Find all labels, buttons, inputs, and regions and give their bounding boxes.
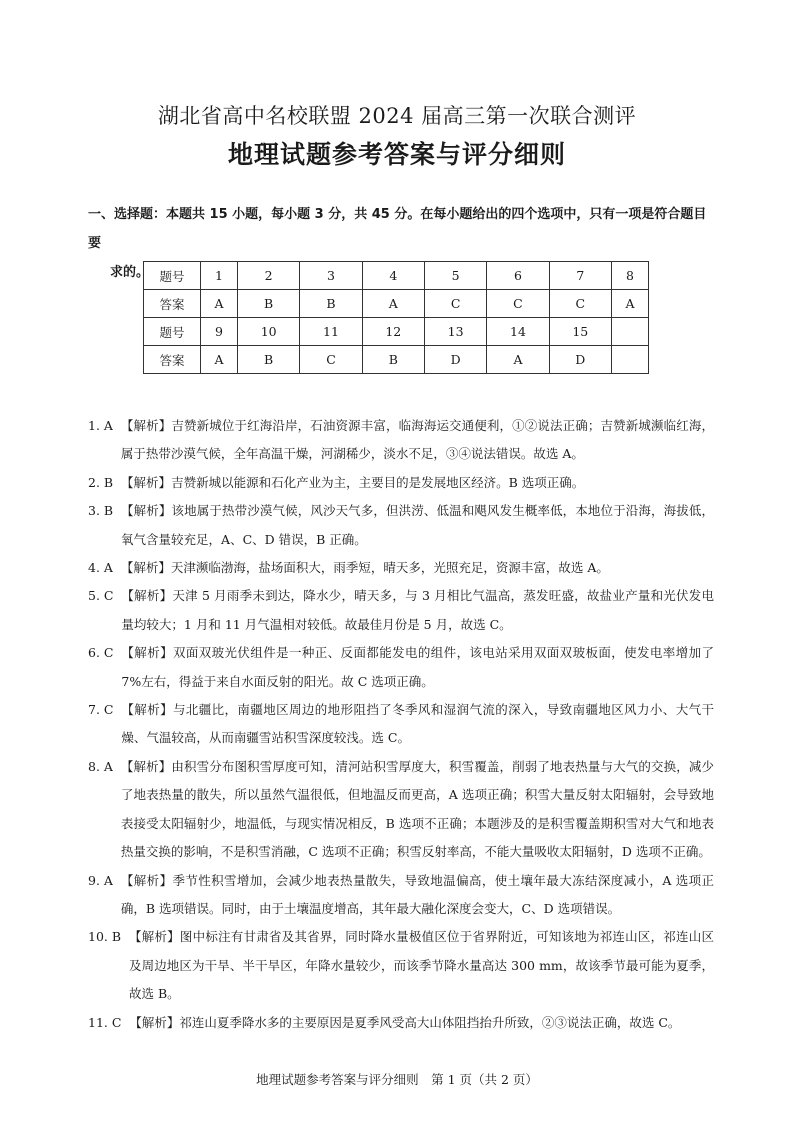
item-text: 祁连山夏季降水多的主要原因是夏季风受高大山体阻挡抬升所致，②③说法正确，故选 C。 [179, 1014, 681, 1030]
table-row [144, 262, 649, 290]
table-row [144, 346, 649, 374]
list-item [88, 867, 714, 924]
table-cell: A [201, 290, 238, 318]
table-cell: C [549, 290, 611, 318]
item-text: 天津濒临渤海，盐场面积大，雨季短，晴天多，光照充足，资源丰富，故选 A。 [170, 560, 609, 576]
item-body [129, 923, 714, 1008]
item-text: 季节性积雪增加，会减少地表热量散失，导致地温偏高，使土壤年最大冻结深度减小，A 选项正确，B 选项错误。同时，由于土壤温度增高，其年最大融化深度会变大，C、D 选项错误。 [120, 872, 714, 916]
item-number [88, 696, 121, 753]
item-number-text: 3. B [88, 503, 114, 519]
item-number-text: 9. A [88, 872, 113, 888]
item-body [121, 753, 714, 867]
item-body [121, 554, 714, 582]
analysis-tag: 【解析】 [120, 758, 172, 774]
list-item [88, 753, 714, 867]
analysis-tag: 【解析】 [120, 872, 173, 888]
item-number-text: 8. A [88, 758, 113, 774]
page-footer: 地理试题参考答案与评分细则 第 1 页（共 2 页） [256, 1072, 538, 1087]
item-text: 该地属于热带沙漠气候，风沙天气多，但洪涝、低温和飓风发生概率低，本地位于沿海，海拔低，氧气含量较充足，A、C、D 错误，B 正确。 [121, 503, 714, 547]
list-item [88, 696, 714, 753]
section-heading-line2: 求的。 [110, 265, 150, 280]
table-row [144, 290, 649, 318]
analysis-tag: 【解析】 [129, 929, 180, 945]
row-label: 题号 [144, 318, 201, 346]
table-cell: 7 [549, 262, 611, 290]
table-cell: 11 [300, 318, 362, 346]
item-number-text: 4. A [88, 560, 113, 576]
explanation-list [88, 412, 714, 1037]
list-item [88, 412, 714, 469]
table-cell: 2 [237, 262, 299, 290]
table-cell [611, 346, 648, 374]
item-number [88, 582, 121, 639]
item-number-text: 10. B [88, 929, 122, 945]
item-number [88, 923, 129, 1008]
table-cell: 15 [549, 318, 611, 346]
list-item [88, 582, 714, 639]
table-cell: C [300, 346, 362, 374]
table-cell: 3 [300, 262, 362, 290]
row-label: 答案 [144, 346, 201, 374]
item-number-text: 11. C [88, 1014, 122, 1030]
list-item [88, 554, 714, 582]
table-cell: B [362, 346, 424, 374]
item-number [88, 753, 121, 867]
table-cell: 5 [424, 262, 486, 290]
item-body [121, 469, 714, 497]
table-cell: B [237, 346, 299, 374]
analysis-tag: 【解析】 [121, 503, 172, 519]
item-text: 由积雪分布图积雪厚度可知，清河站积雪厚度大，积雪覆盖，削弱了地表热量与大气的交换，减少了地表热量的散失，所以虽然气温很低，但地温反而更高，A 选项正确；积雪大量反射太阳辐射，会导致地表接受太阳辐射少，地温低，与现实情况相反，B 选项不正确；本题涉及的是积雪覆盖期积雪对大气和地表热量交换的影响，不是积雪消融，C 选项不正确；积雪反射率高，不能大量吸收太阳辐射，D 选项不正确。 [120, 758, 714, 860]
list-item [88, 639, 714, 696]
item-body [121, 867, 714, 924]
item-body [121, 696, 714, 753]
table-cell: C [487, 290, 549, 318]
item-number [88, 469, 121, 497]
exam-title: 湖北省高中名校联盟 2024 届高三第一次联合测评 [157, 104, 637, 128]
answer-table [143, 261, 649, 374]
list-item [88, 469, 714, 497]
item-body [121, 582, 714, 639]
analysis-tag: 【解析】 [129, 1014, 180, 1030]
table-cell: D [549, 346, 611, 374]
table-cell: B [300, 290, 362, 318]
item-number [88, 639, 121, 696]
row-label: 答案 [144, 290, 201, 318]
item-body [129, 1009, 714, 1037]
analysis-tag: 【解析】 [120, 560, 171, 576]
table-cell: 14 [487, 318, 549, 346]
item-number-text: 2. B [88, 474, 114, 490]
item-number-text: 1. A [88, 418, 113, 433]
table-cell: A [487, 346, 549, 374]
item-text: 双面双玻光伏组件是一种正、反面都能发电的组件，该电站采用双面双玻板面，使发电率增加了 7%左右，得益于来自水面反射的阳光。故 C 选项正确。 [121, 645, 714, 689]
table-row [144, 318, 649, 346]
table-cell: 1 [201, 262, 238, 290]
list-item [88, 923, 714, 1008]
table-cell [611, 318, 648, 346]
table-cell: A [362, 290, 424, 318]
item-number [88, 412, 121, 469]
row-label: 题号 [144, 262, 201, 290]
item-number-text: 5. C [88, 588, 114, 604]
item-number [88, 497, 121, 554]
item-text: 吉赞新城位于红海沿岸，石油资源丰富，临海海运交通便利，①②说法正确；吉赞新城濒临红海，属于热带沙漠气候，全年高温干燥，河湖稀少，淡水不足，③④说法错误。故选 A。 [120, 418, 714, 462]
table-cell: C [424, 290, 486, 318]
analysis-tag: 【解析】 [121, 645, 173, 661]
item-number [88, 1009, 129, 1037]
item-text: 吉赞新城以能源和石化产业为主，主要目的是发展地区经济。B 选项正确。 [171, 474, 585, 490]
item-body [121, 639, 714, 696]
item-text: 天津 5 月雨季未到达，降水少，晴天多，与 3 月相比气温高，蒸发旺盛，故盐业产量和光伏发电量均较大；1 月和 11 月气温相对较低。故最佳月份是 5 月，故选 C。 [121, 588, 714, 632]
table-cell: 12 [362, 318, 424, 346]
item-number [88, 554, 121, 582]
table-cell: A [201, 346, 238, 374]
table-cell: A [611, 290, 648, 318]
item-text: 与北疆比，南疆地区周边的地形阻挡了冬季风和湿润气流的深入，导致南疆地区风力小、大气干燥、气温较高，从而南疆雪站积雪深度较浅。选 C。 [121, 702, 714, 746]
analysis-tag: 【解析】 [121, 588, 173, 604]
table-cell: D [424, 346, 486, 374]
table-cell: 6 [487, 262, 549, 290]
analysis-tag: 【解析】 [121, 474, 172, 490]
analysis-tag: 【解析】 [121, 702, 173, 718]
item-body [121, 497, 714, 554]
analysis-tag: 【解析】 [120, 418, 172, 433]
table-cell: B [237, 290, 299, 318]
list-item [88, 497, 714, 554]
table-cell: 10 [237, 318, 299, 346]
table-cell: 13 [424, 318, 486, 346]
table-cell: 4 [362, 262, 424, 290]
table-cell: 9 [201, 318, 238, 346]
section-heading-line1: 一、选择题：本题共 15 小题，每小题 3 分，共 45 分。在每小题给出的四个选项中，只有一项是符合题目要 [88, 207, 707, 251]
table-cell: 8 [611, 262, 648, 290]
list-item [88, 1009, 714, 1037]
item-number-text: 7. C [88, 702, 114, 718]
document-subtitle: 地理试题参考答案与评分细则 [227, 140, 566, 169]
item-body [121, 412, 714, 469]
item-number-text: 6. C [88, 645, 114, 661]
item-text: 图中标注有甘肃省及其省界，同时降水量极值区位于省界附近，可知该地为祁连山区，祁连山区及周边地区为干旱、半干旱区，年降水量较少，而该季节降水量高达 300 mm，故该季节最可能为夏季，故选 B。 [129, 929, 714, 1002]
item-number [88, 867, 121, 924]
